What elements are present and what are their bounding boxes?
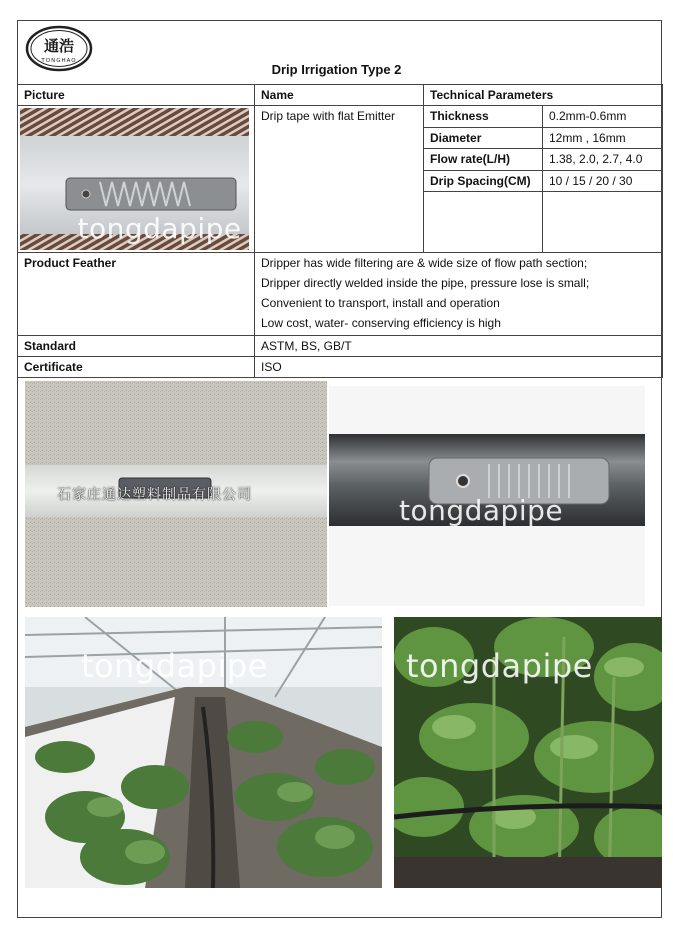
watermark-company-cn: 石家庄通达塑料制品有限公司 [57,487,252,503]
standard-label: Standard [18,336,255,357]
greenhouse-photo [25,617,382,888]
param-diameter-value: 12mm , 16mm [543,127,663,149]
certificate-value: ISO [255,357,663,378]
header-technical-parameters: Technical Parameters [424,85,663,106]
header-picture: Picture [18,85,255,106]
tape-closeup-photo-1 [25,381,327,607]
standard-value: ASTM, BS, GB/T [255,336,663,357]
product-picture-cell [18,106,255,253]
feather-label: Product Feather [18,253,255,336]
feather-text [255,253,663,336]
param-drip-spacing-value: 10 / 15 / 20 / 30 [543,170,663,192]
param-thickness-label: Thickness [424,106,543,128]
watermark-brand: tongdapipe [77,211,242,245]
param-empty-label [424,192,543,253]
param-flow-rate-label: Flow rate(L/H) [424,149,543,171]
document-title: Drip Irrigation Type 2 [271,62,402,77]
svg-text:TONGHAO: TONGHAO [41,58,77,64]
header-name: Name [255,85,424,106]
product-name: Drip tape with flat Emitter [255,106,424,253]
feather-line: Convenient to transport, install and operation [261,296,500,310]
feather-line: Low cost, water- conserving efficiency is high [261,316,501,330]
param-diameter-label: Diameter [424,127,543,149]
watermark-brand: tongdapipe [81,647,268,685]
watermark-brand: tongdapipe [399,494,564,527]
plants-photo [394,617,662,888]
param-drip-spacing-label: Drip Spacing(CM) [424,170,543,192]
spec-table [17,84,663,378]
feather-line: Dripper directly welded inside the pipe, pressure lose is small; [261,276,590,290]
param-empty-value [543,192,663,253]
svg-text:通浩: 通浩 [43,37,75,55]
tape-closeup-photo-2 [329,386,645,606]
feather-line: Dripper has wide filtering are & wide size of flow path section; [261,256,588,270]
certificate-label: Certificate [18,357,255,378]
watermark-brand: tongdapipe [406,647,593,685]
param-flow-rate-value: 1.38, 2.0, 2.7, 4.0 [543,149,663,171]
param-thickness-value: 0.2mm-0.6mm [543,106,663,128]
